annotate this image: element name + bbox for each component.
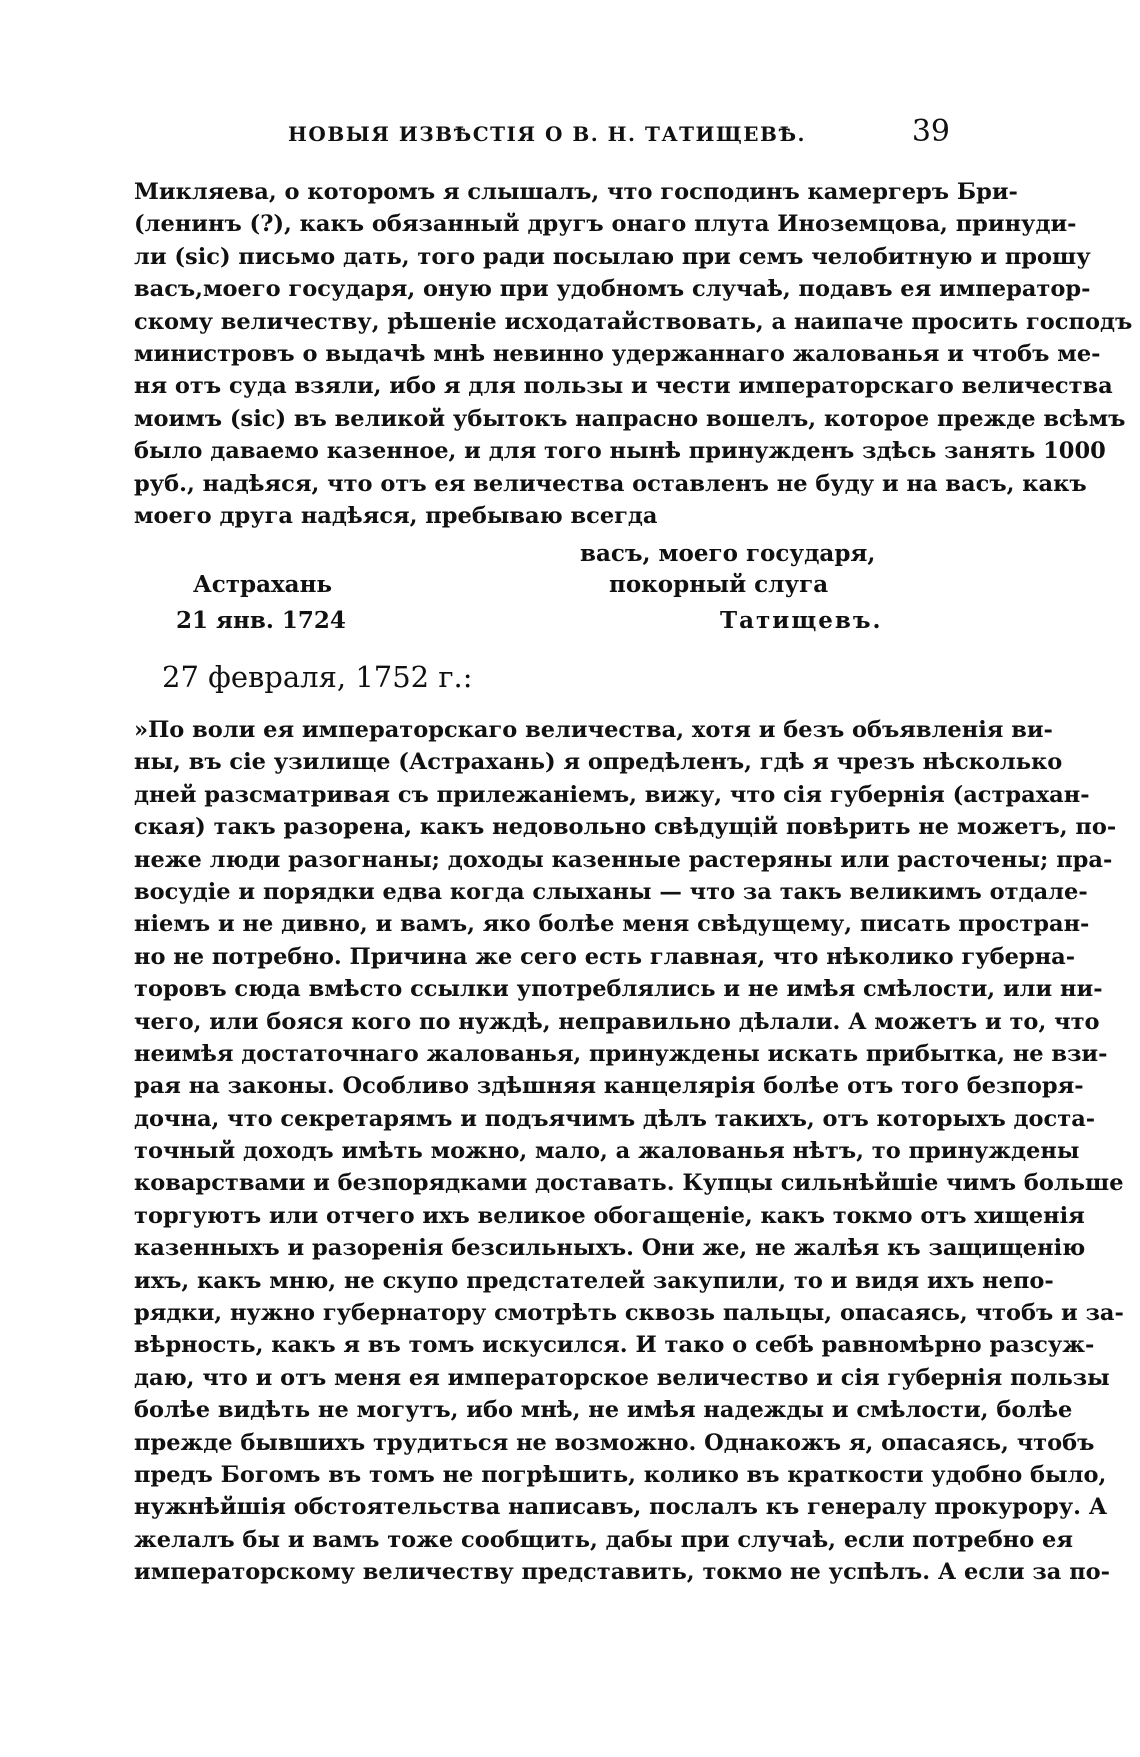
text-line: желалъ бы и вамъ тоже сообщить, дабы при случаѣ, если потребно ея [134,1526,1073,1553]
text-line: скому величеству, рѣшеніе исходатайствовать, а наипаче просить господъ [134,308,1133,335]
text-line: моего друга надѣяся, пребываю всегда [134,502,658,529]
signature-date: 21 янв. 1724 [176,607,346,634]
page-header [170,114,950,152]
text-line: болѣе видѣть не могутъ, ибо мнѣ, не имѣя надежды и смѣлости, болѣе [134,1397,1073,1424]
date-heading: 27 февраля, 1752 г.: [162,660,473,694]
text-line: »По воли ея императорскаго величества, хотя и безъ объявленія ви- [134,717,1053,743]
text-line: прежде бывшихъ трудиться не возможно. Однакожъ я, опасаясь, чтобъ [134,1429,1095,1456]
text-line: ня отъ суда взяли, ибо я для пользы и чести императорскаго величества [134,373,1113,400]
text-line: но не потребно. Причина же сего есть главная, что нѣколико губерна- [134,943,1076,970]
text-line: восудіе и порядки едва когда слыханы — что за такъ великимъ отдале- [134,878,1088,905]
signature-closing: васъ, моего государя, [580,540,876,567]
signature-name: Татищевъ. [720,607,883,634]
text-line: даю, что и отъ меня ея императорское величество и сія губернія пользы [134,1364,1110,1391]
text-line: вѣрность, какъ я въ томъ искусился. И тако о себѣ равномѣрно разсуж- [134,1332,1095,1359]
text-line: рядки, нужно губернатору смотрѣть сквозь пальцы, опасаясь, чтобъ и за- [134,1300,1124,1327]
text-line: ли (sic) письмо дать, того ради посылаю при семъ челобитную и прошу [134,243,1091,270]
text-line: ніемъ и не дивно, и вамъ, яко болѣе меня свѣдущему, писать простран- [134,911,1090,938]
text-line: рая на законы. Особливо здѣшняя канцелярія болѣе отъ того безпоря- [134,1073,1084,1100]
text-line: васъ,моего государя, оную при удобномъ случаѣ, подавъ ея император- [134,276,1091,303]
text-line: императорскому величеству представить, токмо не успѣлъ. А если за по- [134,1559,1111,1586]
text-line: неже люди разогнаны; доходы казенные растеряны или расточены; пра- [134,846,1113,873]
text-line: коварствами и безпорядками доставать. Купцы сильнѣйшіе чимъ больше [134,1170,1124,1197]
text-line: ихъ, какъ мню, не скупо предстателей закупили, то и видя ихъ непо- [134,1267,1054,1294]
signature-servant: покорный слуга [609,571,829,598]
text-line: ны, въ сіе узилище (Астрахань) я опредѣленъ, гдѣ я чрезъ нѣсколько [134,749,1063,776]
text-line: торгуютъ или отчего ихъ великое обогащеніе, какъ токмо отъ хищенія [134,1202,1085,1229]
text-line: нужнѣйшія обстоятельства написавъ, послалъ къ генералу прокурору. А [134,1494,1108,1521]
text-line: было даваемо казенное, и для того нынѣ принужденъ здѣсь занять 1000 [134,438,1106,465]
text-line: чего, или бояся кого по нуждѣ, неправильно дѣлали. А можетъ и то, что [134,1008,1100,1035]
text-line: дочна, что секретарямъ и подъячимъ дѣлъ такихъ, отъ которыхъ доста- [134,1105,1096,1132]
text-line: казенныхъ и разоренія безсильныхъ. Они же, не жалѣя къ защищенію [134,1235,1086,1262]
paragraph-letter-1724 [134,176,1133,532]
text-line: точный доходъ имѣть можно, мало, а жалованья нѣтъ, то принуждены [134,1138,1080,1165]
text-line: руб., надѣяся, что отъ ея величества оставленъ не буду и на васъ, какъ [134,470,1087,497]
text-line: моимъ (sic) въ великой убытокъ напрасно вошелъ, которое прежде всѣмъ [134,405,1126,432]
running-title: НОВЫЯ ИЗВѢСТІЯ О В. Н. ТАТИЩЕВѢ. [288,122,807,146]
text-line: Микляева, о которомъ я слышалъ, что господинъ камергеръ Бри- [134,179,1018,205]
text-line: министровъ о выдачѣ мнѣ невинно удержаннаго жалованья и чтобъ ме- [134,340,1101,367]
text-line: ская) такъ разорена, какъ недовольно свѣдущій повѣрить не можетъ, по- [134,814,1117,841]
paragraph-letter-1752 [134,714,1124,1589]
text-line: дней разсматривая съ прилежаніемъ, вижу, что сія губернія (астрахан- [134,781,1090,808]
page-number: 39 [911,114,950,149]
text-line: неимѣя достаточнаго жалованья, принуждены искать прибытка, не взи- [134,1040,1108,1067]
text-line: (ленинъ (?), какъ обязанный другъ онаго плута Иноземцова, принуди- [134,211,1077,238]
signature-place: Астрахань [193,571,333,598]
text-line: предъ Богомъ въ томъ не погрѣшить, колико въ краткости удобно было, [134,1461,1107,1488]
text-line: торовъ сюда вмѣсто ссылки употреблялись и не имѣя смѣлости, или ни- [134,976,1103,1003]
